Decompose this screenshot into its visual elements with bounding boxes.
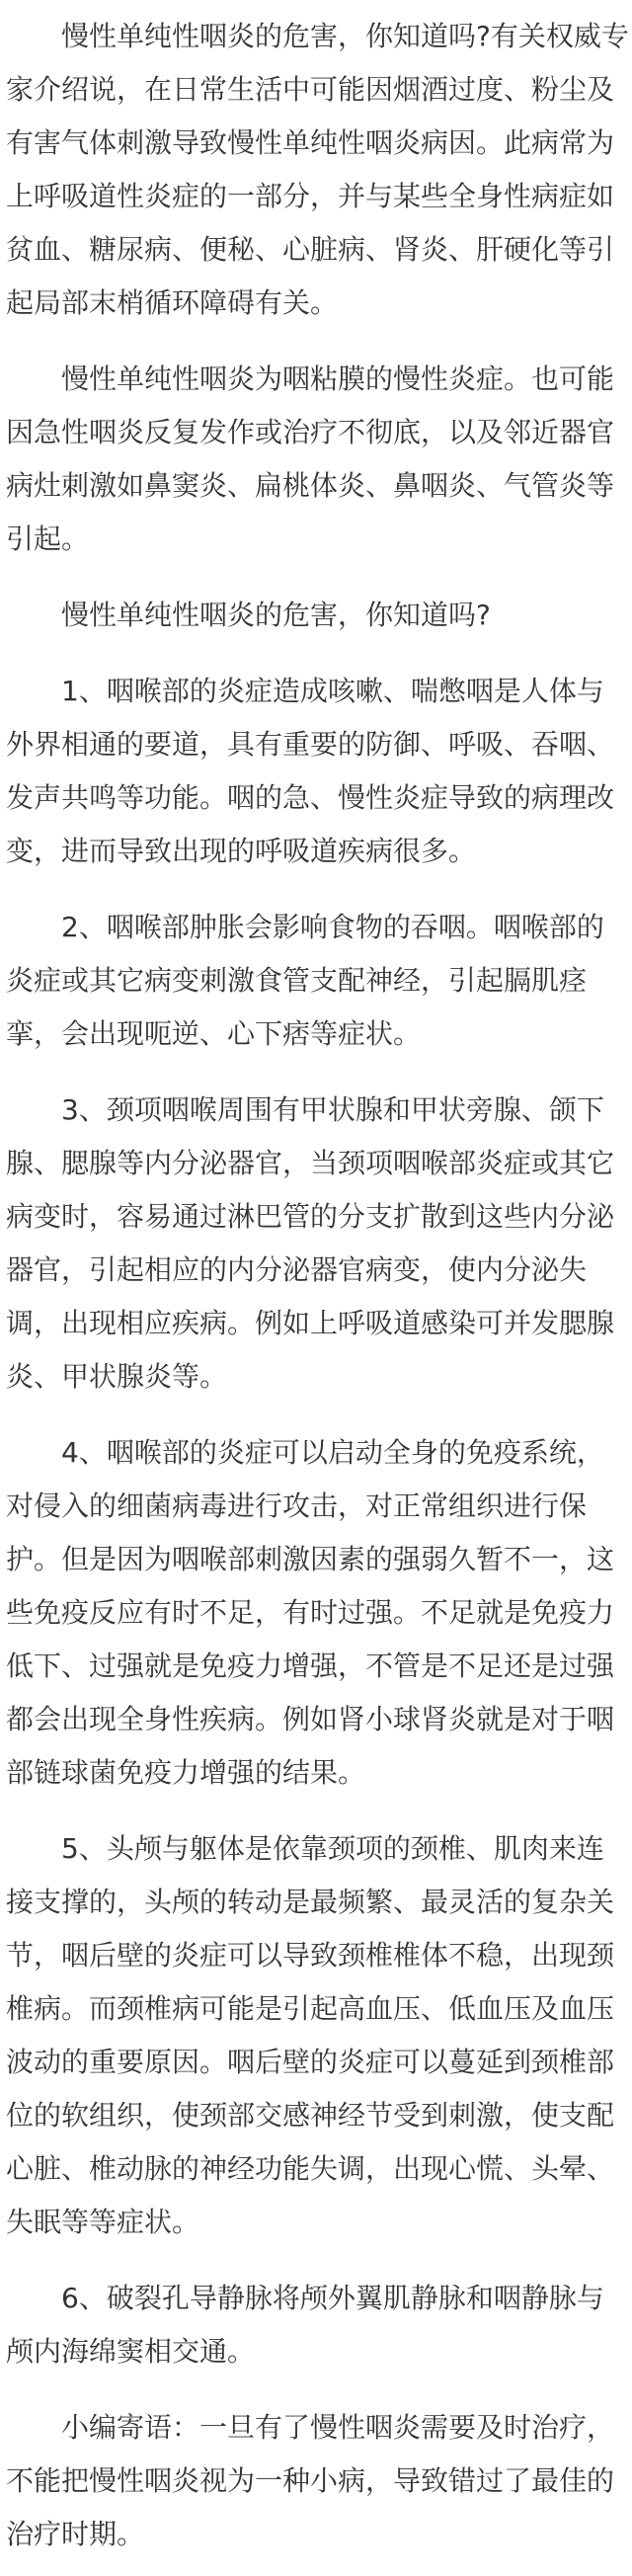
text-line: 椎病。而颈椎病可能是引起高血压、低血压及血压 (6, 1992, 615, 2025)
paragraph-harm-2 (6, 901, 632, 1061)
text-line: 挛，会出现呃逆、心下痞等症状。 (6, 1017, 422, 1050)
text-line: 失眠等等症状。 (6, 2206, 200, 2238)
text-line: 心脏、椎动脉的神经功能失调，出现心慌、头晕、 (6, 2152, 615, 2185)
text-line: 低下、过强就是免疫力增强，不管是不足还是过强 (6, 1650, 615, 1682)
text-line: 慢性单纯性咽炎的危害，你知道吗? (61, 599, 491, 631)
paragraph-harm-3 (6, 1084, 632, 1404)
text-line: 因急性咽炎反复发作或治疗不彻底，以及邻近器官 (6, 416, 615, 448)
text-line: 调，出现相应疾病。例如上呼吸道感染可并发腮腺 (6, 1307, 615, 1339)
text-line: 位的软组织，使颈部交感神经节受到刺激，使支配 (6, 2099, 615, 2132)
text-line: 腺、腮腺等内分泌器官，当颈项咽喉部炎症或其它 (6, 1147, 615, 1179)
paragraph-harm-1 (6, 665, 632, 878)
paragraph-harm-4 (6, 1426, 632, 1800)
paragraph-harm-5 (6, 1822, 632, 2249)
text-line: 炎症或其它病变刺激食管支配神经，引起膈肌痉 (6, 964, 588, 997)
text-line: 些免疫反应有时不足，有时过强。不足就是免疫力 (6, 1596, 615, 1629)
text-line: 4、咽喉部的炎症可以启动全身的免疫系统， (61, 1436, 604, 1469)
text-line: 家介绍说，在日常生活中可能因烟酒过度、粉尘及 (6, 73, 615, 106)
text-line: 引起。 (6, 523, 90, 555)
paragraph-editor-note (6, 2401, 632, 2561)
paragraph-question (6, 589, 632, 642)
text-line: 小编寄语：一旦有了慢性咽炎需要及时治疗， (61, 2411, 615, 2444)
text-line: 慢性单纯性咽炎的危害，你知道吗?有关权威专 (61, 20, 629, 52)
text-line: 波动的重要原因。咽后壁的炎症可以蔓延到颈椎部 (6, 2046, 615, 2078)
text-line: 贫血、糖尿病、便秘、心脏病、肾炎、肝硬化等引 (6, 233, 615, 266)
text-line: 对侵入的细菌病毒进行攻击，对正常组织进行保 (6, 1489, 588, 1522)
text-line: 都会出现全身性疾病。例如肾小球肾炎就是对于咽 (6, 1703, 615, 1735)
text-line: 部链球菌免疫力增强的结果。 (6, 1756, 366, 1789)
text-line: 病变时，容易通过淋巴管的分支扩散到这些内分泌 (6, 1200, 615, 1233)
text-line: 接支撑的，头颅的转动是最频繁、最灵活的复杂关 (6, 1886, 615, 1918)
text-line: 3、颈项咽喉周围有甲状腺和甲状旁腺、颌下 (61, 1093, 604, 1126)
text-line: 上呼吸道性炎症的一部分，并与某些全身性病症如 (6, 180, 615, 212)
text-line: 变，进而导致出现的呼吸道疾病很多。 (6, 835, 477, 867)
text-line: 发声共鸣等功能。咽的急、慢性炎症导致的病理改 (6, 781, 615, 814)
text-line: 有害气体刺激导致慢性单纯性咽炎病因。此病常为 (6, 126, 615, 159)
text-line: 炎、甲状腺炎等。 (6, 1360, 228, 1393)
text-line: 1、咽喉部的炎症造成咳嗽、喘憋咽是人体与 (61, 675, 604, 707)
paragraph-harm-6 (6, 2272, 632, 2378)
text-line: 器官，引起相应的内分泌器官病变，使内分泌失 (6, 1253, 588, 1286)
text-line: 病灶刺激如鼻窦炎、扁桃体炎、鼻咽炎、气管炎等 (6, 469, 615, 502)
text-line: 颅内海绵窦相交通。 (6, 2335, 256, 2368)
text-line: 护。但是因为咽喉部刺激因素的强弱久暂不一，这 (6, 1543, 615, 1575)
paragraph-cause (6, 353, 632, 566)
text-line: 外界相通的要道，具有重要的防御、呼吸、吞咽、 (6, 728, 615, 761)
text-line: 2、咽喉部肿胀会影响食物的吞咽。咽喉部的 (61, 911, 604, 943)
text-line: 慢性单纯性咽炎为咽粘膜的慢性炎症。也可能 (61, 362, 615, 395)
text-line: 6、破裂孔导静脉将颅外翼肌静脉和咽静脉与 (61, 2282, 604, 2314)
paragraph-intro (6, 10, 632, 330)
text-line: 不能把慢性咽炎视为一种小病，导致错过了最佳的 (6, 2464, 615, 2497)
text-line: 节，咽后壁的炎症可以导致颈椎椎体不稳，出现颈 (6, 1939, 615, 1972)
text-line: 5、头颅与躯体是依靠颈项的颈椎、肌肉来连 (61, 1832, 604, 1865)
text-line: 起局部末梢循环障碍有关。 (6, 286, 339, 319)
text-line: 治疗时期。 (6, 2518, 145, 2550)
